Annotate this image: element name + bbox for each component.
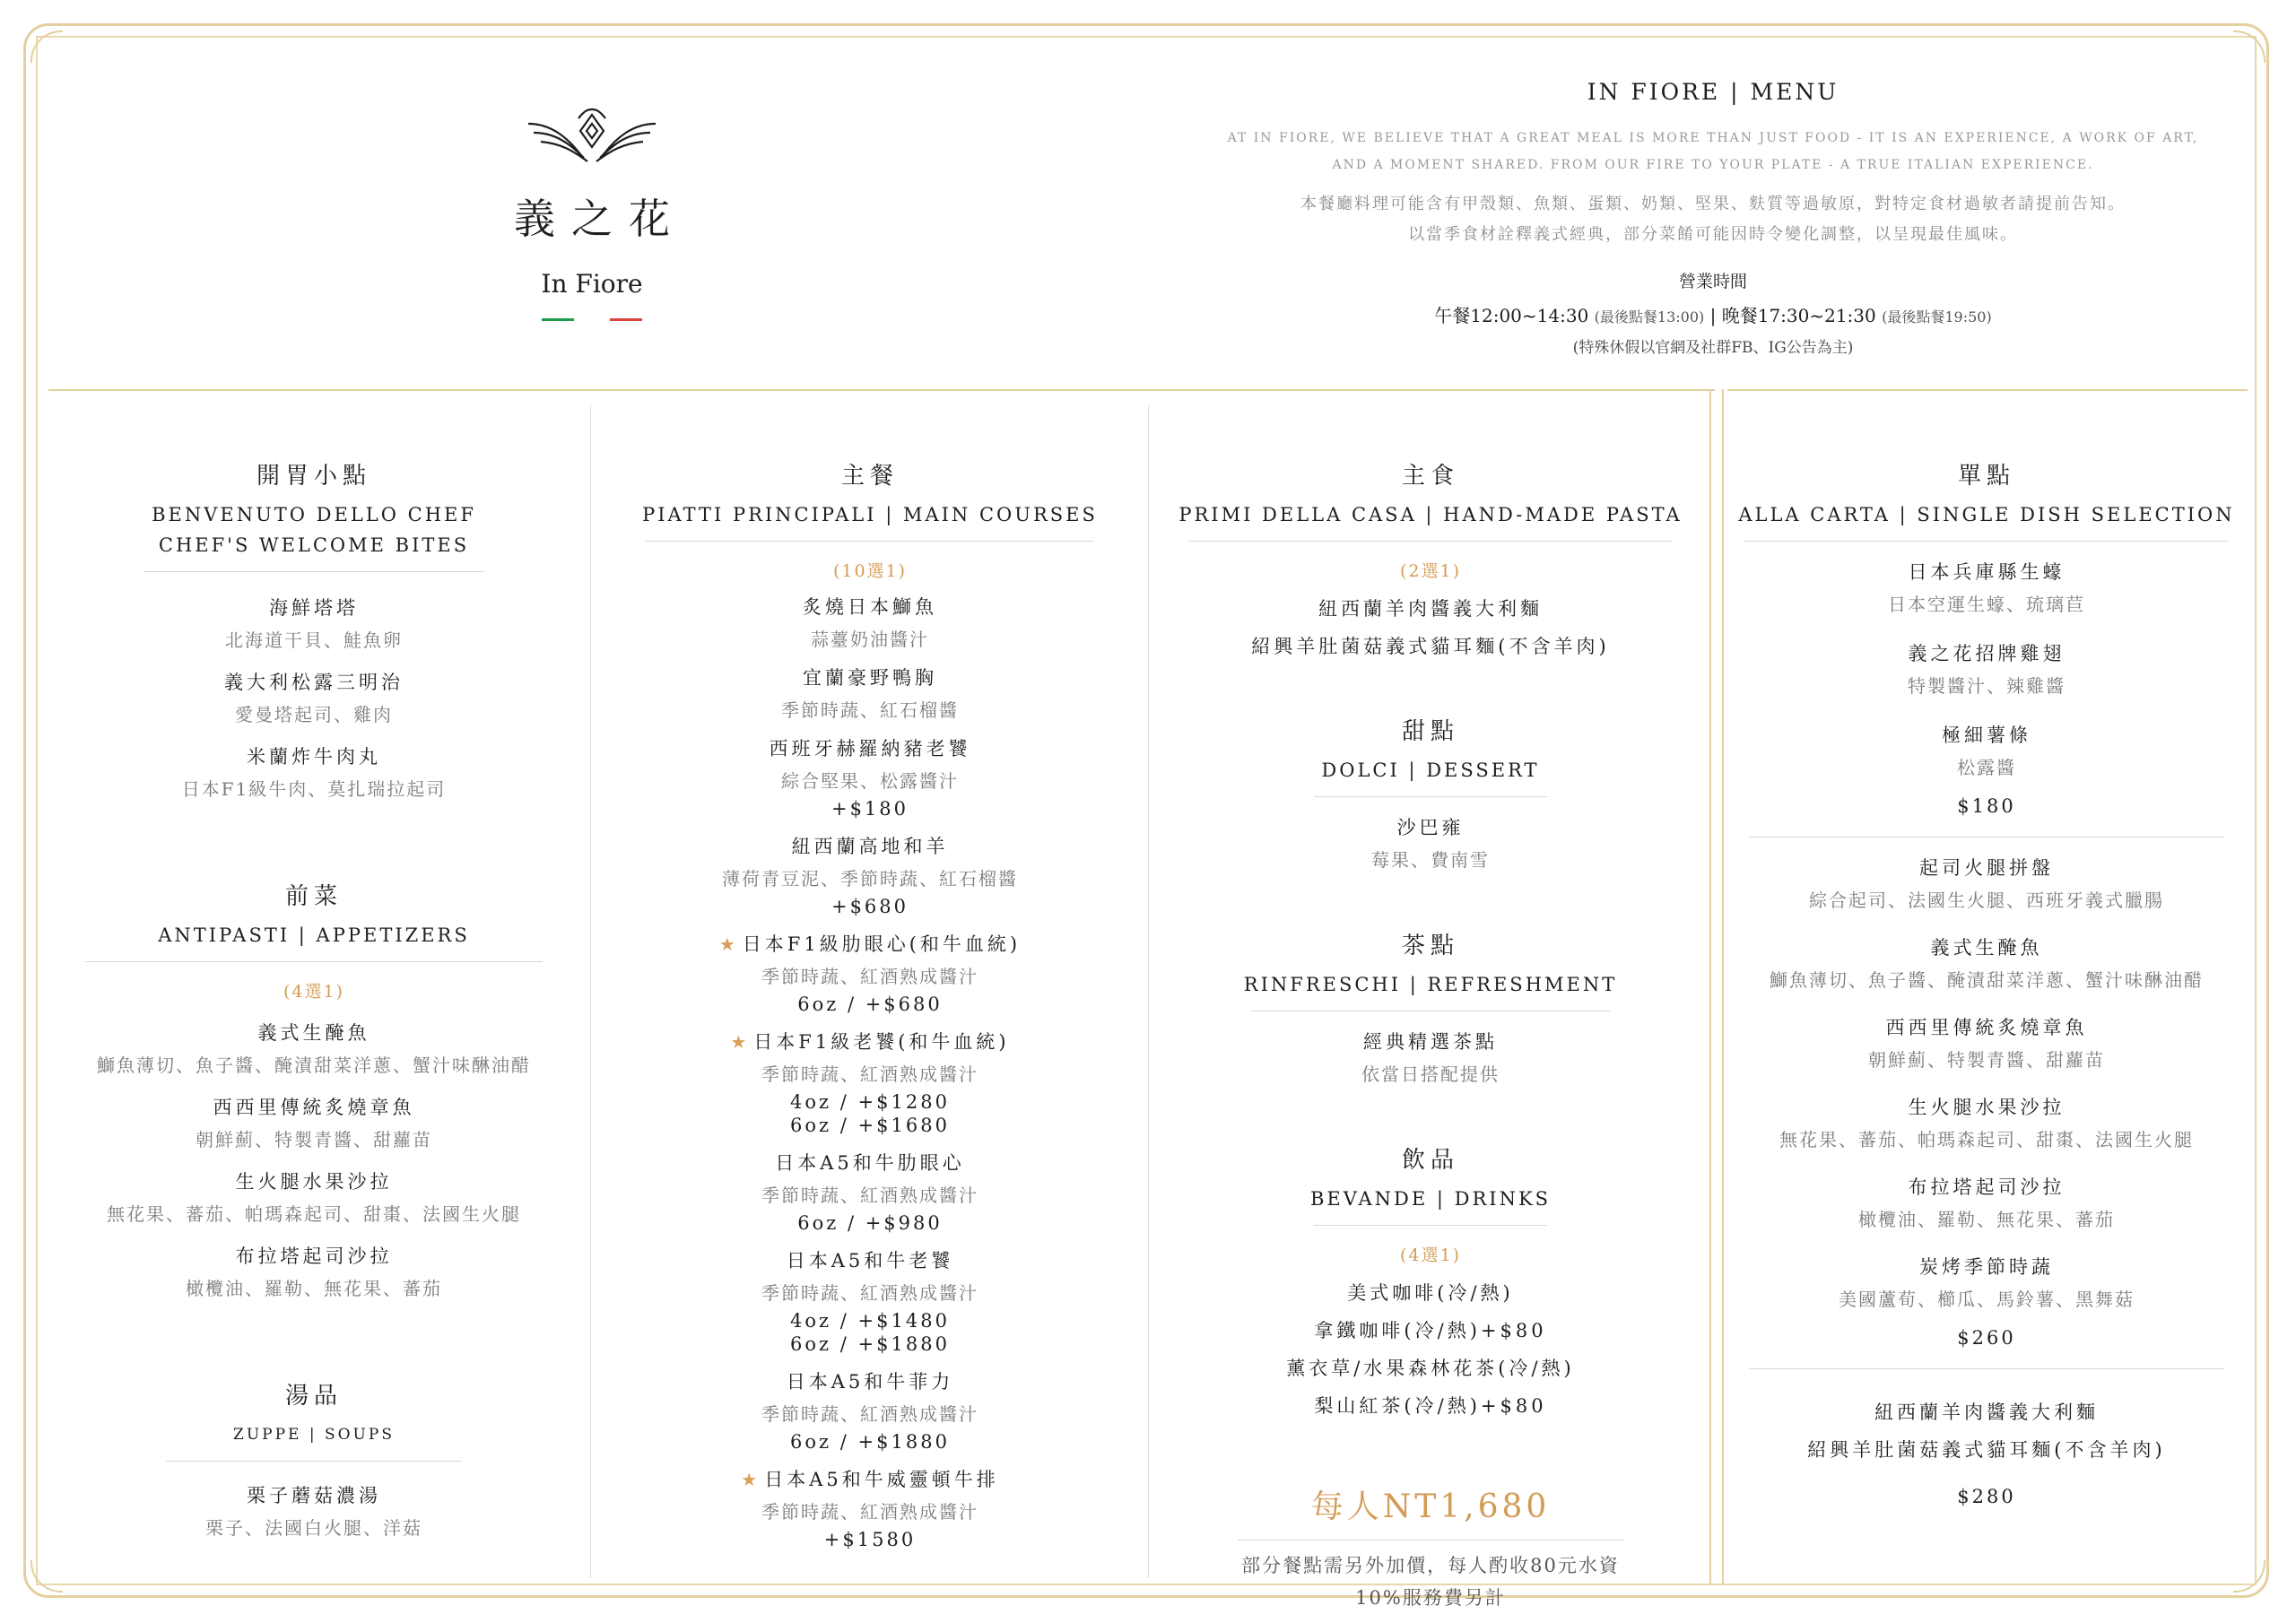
dish-name: 極細薯條: [1942, 725, 2031, 746]
dish-desc: 愛曼塔起司、雞肉: [235, 704, 393, 725]
dish-desc: 季節時蔬、紅酒熟成醬汁: [761, 1282, 978, 1304]
dish-desc: 橄欖油、羅勒、無花果、蕃茄: [186, 1278, 442, 1299]
dish-price: 6oz / +$680: [797, 994, 943, 1015]
section-title-en-line: BENVENUTO DELLO CHEF: [152, 504, 476, 525]
column-a-la-carte: [1731, 457, 2242, 1507]
section-title-cn: 飲品: [1401, 1147, 1459, 1174]
dish-desc: 鰤魚薄切、魚子醬、醃漬甜菜洋蔥、蟹汁味醂油醋: [1770, 969, 2204, 991]
dish-name-text: 日本A5和牛肋眼心: [775, 1152, 965, 1174]
dish-name: 布拉塔起司沙拉: [1908, 1176, 2066, 1198]
hours-separator: |: [1704, 305, 1722, 326]
star-icon: ★: [718, 933, 739, 955]
italian-flag-stripe: [542, 318, 642, 322]
dish-desc: 季節時蔬、紅石榴醬: [781, 699, 959, 721]
dish-name: 義大利松露三明治: [224, 672, 404, 693]
section-rule: [1749, 1368, 2224, 1369]
star-icon: ★: [741, 1469, 761, 1490]
dish-price: 4oz / +$1280: [790, 1091, 950, 1113]
section-title-cn: 開胃小點: [256, 463, 371, 490]
dish-name: 日本兵庫縣生蠔: [1908, 561, 2066, 583]
menu-item: [1731, 721, 2242, 779]
section-title-cn: 主食: [1401, 463, 1459, 490]
dish-name: 紹興羊肚菌菇義式貓耳麵(不含羊肉): [1251, 636, 1610, 657]
menu-item: [601, 593, 1139, 651]
intro-en-line: AT IN FIORE, WE BELIEVE THAT A GREAT MEAL IS MORE THAN JUST FOOD - IT IS AN EXPERIENCE, A WORK OF ART,: [1227, 131, 2199, 145]
dish-name: 義式生醃魚: [257, 1022, 370, 1044]
hours-dinner-note: (最後點餐19:50): [1882, 308, 1992, 325]
section-rule: [166, 1461, 462, 1462]
menu-item: [54, 1093, 574, 1151]
main-course-list: [601, 593, 1139, 1550]
dish-name: 炭烤季節時蔬: [1919, 1256, 2054, 1278]
set-price: 每人NT1,680: [1310, 1488, 1551, 1525]
section-title-en: ALLA CARTA | SINGLE DISH SELECTION: [1738, 504, 2235, 525]
section-appetizers: [54, 878, 574, 1300]
menu-item: [1731, 558, 2242, 616]
dish-desc: 薄荷青豆泥、季節時蔬、紅石榴醬: [722, 868, 1018, 890]
dish-name: 經典精選茶點: [1363, 1031, 1498, 1053]
dish-desc: 松露醬: [1957, 757, 2016, 778]
menu-item: [601, 1149, 1139, 1234]
section-title-en-line: CHEF'S WELCOME BITES: [158, 534, 470, 556]
intro-english: [1211, 125, 2215, 178]
dish-price: +$680: [831, 896, 909, 917]
section-refreshment: [1166, 927, 1695, 1086]
a-la-carte-group-280: [1731, 1398, 2242, 1507]
hours-lunch: 午餐12:00~14:30: [1434, 305, 1589, 326]
dish-desc: 日本F1級牛肉、莫扎瑞拉起司: [181, 778, 447, 800]
dish-desc: 季節時蔬、紅酒熟成醬汁: [761, 966, 978, 987]
menu-item: [54, 1167, 574, 1226]
dish-price: 6oz / +$980: [797, 1212, 943, 1234]
brand-name-cn: 義之花: [514, 195, 686, 243]
drink-item: 薰衣草/水果森林花茶(冷/熱): [1286, 1358, 1575, 1379]
dish-desc: 無花果、蕃茄、帕瑪森起司、甜棗、法國生火腿: [1779, 1129, 2194, 1150]
section-divider: [1722, 389, 1724, 1585]
dish-price: +$1580: [823, 1529, 917, 1550]
dish-name: 西西里傳統炙燒章魚: [1885, 1017, 2088, 1038]
hours-lunch-note: (最後點餐13:00): [1594, 308, 1705, 325]
column-divider: [1148, 405, 1149, 1578]
group-price: $260: [1957, 1327, 2016, 1349]
dish-name: [601, 1367, 1139, 1394]
drink-item: 美式咖啡(冷/熱): [1347, 1282, 1514, 1304]
menu-item: [54, 1481, 574, 1540]
menu-item: [601, 832, 1139, 917]
dish-desc: 日本空運生蠔、琉璃苣: [1888, 594, 2085, 615]
header-divider-left: [48, 389, 1715, 391]
dish-name: 起司火腿拼盤: [1919, 857, 2054, 879]
dish-desc: 北海道干貝、鮭魚卵: [225, 629, 403, 651]
dish-name-text: 日本A5和牛老饕: [786, 1250, 954, 1271]
menu-item: [1731, 639, 2242, 698]
menu-item: [1731, 1173, 2242, 1231]
section-divider: [1709, 389, 1711, 1585]
dish-price: 6oz / +$1680: [790, 1115, 950, 1136]
price-note: 部分餐點需另外加價，每人酌收80元水資: [1241, 1555, 1620, 1576]
hours-title: 營業時間: [1678, 272, 1747, 291]
column-main-courses: [601, 457, 1139, 1550]
menu-item: [54, 742, 574, 801]
dish-desc: 橄欖油、羅勒、無花果、蕃茄: [1858, 1209, 2115, 1230]
header-divider-right: [1727, 389, 2248, 391]
dish-desc: 莓果、費南雪: [1371, 849, 1490, 871]
menu-item: [601, 1028, 1139, 1136]
section-rule: [1744, 541, 2229, 542]
section-drinks: [1166, 1141, 1695, 1419]
dish-desc: 綜合堅果、松露醬汁: [781, 770, 959, 792]
dish-name: 西西里傳統炙燒章魚: [213, 1097, 415, 1118]
section-title-cn: 湯品: [284, 1383, 343, 1410]
menu-item: [1731, 1013, 2242, 1072]
hours-dinner: 晚餐17:30~21:30: [1721, 305, 1876, 326]
dish-name-text: 日本A5和牛威靈頓牛排: [764, 1469, 999, 1490]
section-rule: [1314, 796, 1547, 797]
dish-name: 沙巴雍: [1396, 817, 1465, 838]
dish-name: [601, 664, 1139, 690]
group-price: $280: [1957, 1486, 2016, 1507]
section-rule: [85, 961, 543, 962]
dish-desc: 朝鮮薊、特製青醬、甜蘿苗: [1868, 1049, 2105, 1071]
dish-price: +$180: [831, 798, 909, 820]
section-title-en: ANTIPASTI | APPETIZERS: [158, 924, 470, 946]
choose-count: (10選1): [832, 561, 908, 581]
section-rule: [1188, 541, 1673, 542]
dish-price: 4oz / +$1480: [790, 1310, 950, 1332]
menu-item: [1166, 813, 1695, 872]
section-title-en: BEVANDE | DRINKS: [1309, 1188, 1552, 1210]
section-pasta: [1166, 457, 1695, 659]
intro-cn-line: 以當季食材詮釋義式經典，部分菜餚可能因時令變化調整，以呈現最佳風味。: [1408, 225, 2018, 244]
menu-item: [601, 930, 1139, 1015]
intro-en-line: AND A MOMENT SHARED. FROM OUR FIRE TO YOUR PLATE - A TRUE ITALIAN EXPERIENCE.: [1332, 158, 2094, 172]
section-rule: [144, 571, 484, 572]
price-note: 10%服務費另計: [1355, 1587, 1506, 1609]
dish-name: [601, 1028, 1139, 1055]
section-title-cn: 茶點: [1401, 933, 1459, 959]
section-title-en: [54, 499, 574, 560]
column-divider: [590, 405, 591, 1578]
menu-item: [54, 594, 574, 652]
dish-name: 紹興羊肚菌菇義式貓耳麵(不含羊肉): [1807, 1439, 2166, 1461]
dish-desc: 依當日搭配提供: [1361, 1063, 1500, 1085]
section-title-cn: 主餐: [840, 463, 899, 490]
menu-item: [601, 664, 1139, 722]
brand-name-en: In Fiore: [541, 269, 643, 299]
section-dessert: [1166, 713, 1695, 872]
menu-item: [54, 668, 574, 726]
dish-name: 生火腿水果沙拉: [235, 1171, 393, 1193]
section-title-en: PRIMI DELLA CASA | HAND-MADE PASTA: [1178, 504, 1683, 525]
section-rule: [1314, 1225, 1547, 1226]
menu-item: [601, 1465, 1139, 1550]
dish-desc: 季節時蔬、紅酒熟成醬汁: [761, 1185, 978, 1206]
section-rule: [1238, 1540, 1623, 1541]
choose-count: (2選1): [1399, 561, 1461, 581]
dish-name: 海鮮塔塔: [269, 597, 359, 619]
section-title-en: DOLCI | DESSERT: [1321, 759, 1540, 781]
dish-name: [601, 1465, 1139, 1492]
menu-item: [54, 1242, 574, 1300]
dish-name-text: 紐西蘭高地和羊: [791, 836, 949, 857]
section-title-cn: 前菜: [284, 883, 343, 910]
a-la-carte-group-260: [1731, 854, 2242, 1311]
dish-desc: 特製醬汁、辣雞醬: [1908, 675, 2066, 697]
dish-name: 布拉塔起司沙拉: [235, 1245, 393, 1267]
menu-item: [601, 1246, 1139, 1355]
section-soups: [54, 1377, 574, 1540]
dish-desc: 美國蘆荀、櫛瓜、馬鈴薯、黑舞菇: [1839, 1289, 2135, 1310]
choose-count: (4選1): [283, 982, 344, 1002]
hours-line: [1211, 301, 2215, 327]
star-icon: ★: [730, 1031, 751, 1053]
dish-desc: 綜合起司、法國生火腿、西班牙義式臘腸: [1809, 890, 2164, 911]
section-title-en: PIATTI PRINCIPALI | MAIN COURSES: [642, 504, 1098, 525]
dish-name: 紐西蘭羊肉醬義大利麵: [1874, 1402, 2099, 1423]
intro-chinese: [1211, 189, 2215, 250]
menu-item: [54, 1019, 574, 1077]
dish-desc: 季節時蔬、紅酒熟成醬汁: [761, 1403, 978, 1425]
menu-item: [1731, 1253, 2242, 1311]
drink-item: 梨山紅茶(冷/熱)+$80: [1314, 1395, 1547, 1417]
dish-name-text: 日本F1級老饕(和牛血統): [753, 1031, 1010, 1053]
dish-name: [601, 832, 1139, 859]
section-title-cn: 單點: [1957, 463, 2015, 490]
dish-name: [601, 734, 1139, 761]
dish-desc: 季節時蔬、紅酒熟成醬汁: [761, 1063, 978, 1085]
dish-name-text: 西班牙赫羅納豬老饕: [769, 738, 971, 759]
dish-name: 生火腿水果沙拉: [1908, 1097, 2066, 1118]
a-la-carte-group-180: [1731, 558, 2242, 817]
menu-item: [1731, 933, 2242, 992]
dish-name: 米蘭炸牛肉丸: [247, 746, 381, 768]
dish-desc: 朝鮮薊、特製青醬、甜蘿苗: [196, 1129, 432, 1150]
menu-item: [601, 734, 1139, 820]
menu-intro: [1211, 72, 2215, 357]
dish-desc: 無花果、蕃茄、帕瑪森起司、甜棗、法國生火腿: [107, 1203, 521, 1225]
price-notes: [1166, 1549, 1695, 1614]
section-rule: [646, 541, 1094, 542]
dish-name-text: 日本F1級肋眼心(和牛血統): [742, 933, 1022, 955]
menu-title: IN FIORE | MENU: [1587, 79, 1839, 105]
menu-item: [1731, 1093, 2242, 1151]
dish-name: [601, 1149, 1139, 1176]
column-pasta-dessert-drinks: [1166, 457, 1695, 1614]
section-title-en: ZUPPE | SOUPS: [233, 1426, 395, 1444]
dish-name-text: 炙燒日本鰤魚: [803, 596, 937, 618]
dish-desc: 季節時蔬、紅酒熟成醬汁: [761, 1501, 978, 1523]
section-title-en: RINFRESCHI | REFRESHMENT: [1243, 974, 1618, 995]
dish-name: 義式生醃魚: [1930, 937, 2043, 959]
choose-count: (4選1): [1399, 1245, 1461, 1265]
brand-logo: [484, 108, 700, 322]
dish-name: [601, 1246, 1139, 1273]
dish-desc: 鰤魚薄切、魚子醬、醃漬甜菜洋蔥、蟹汁味醂油醋: [97, 1055, 531, 1076]
dish-desc: 蒜薹奶油醬汁: [811, 629, 929, 650]
dish-name: [601, 593, 1139, 620]
dish-name: 紐西蘭羊肉醬義大利麵: [1318, 598, 1543, 620]
dish-price: 6oz / +$1880: [790, 1431, 950, 1453]
dish-name-text: 日本A5和牛菲力: [786, 1371, 954, 1393]
dish-name: [601, 930, 1139, 957]
menu-item: [601, 1367, 1139, 1453]
column-welcome-appetizers-soups: [54, 457, 574, 1540]
dish-price: 6oz / +$1880: [790, 1333, 950, 1355]
hours-note: (特殊休假以官網及社群FB、IG公告為主): [1572, 339, 1854, 357]
menu-item: [1166, 1028, 1695, 1086]
section-welcome: [54, 457, 574, 801]
dish-name-text: 宜蘭豪野鴨胸: [803, 667, 937, 689]
group-price: $180: [1957, 795, 2016, 817]
drink-item: 拿鐵咖啡(冷/熱)+$80: [1314, 1320, 1547, 1341]
section-rule: [1749, 837, 2224, 838]
dish-name: 栗子蘑菇濃湯: [247, 1485, 381, 1506]
lotus-crown-icon: [525, 108, 659, 167]
menu-item: [1731, 854, 2242, 912]
dish-name: 義之花招牌雞翅: [1908, 643, 2066, 664]
section-title-cn: 甜點: [1401, 718, 1459, 745]
dish-desc: 栗子、法國白火腿、洋菇: [205, 1517, 422, 1539]
intro-cn-line: 本餐廳料理可能含有甲殼類、魚類、蛋類、奶類、堅果、麩質等過敏原，對特定食材過敏者請提前告知。: [1300, 195, 2126, 213]
